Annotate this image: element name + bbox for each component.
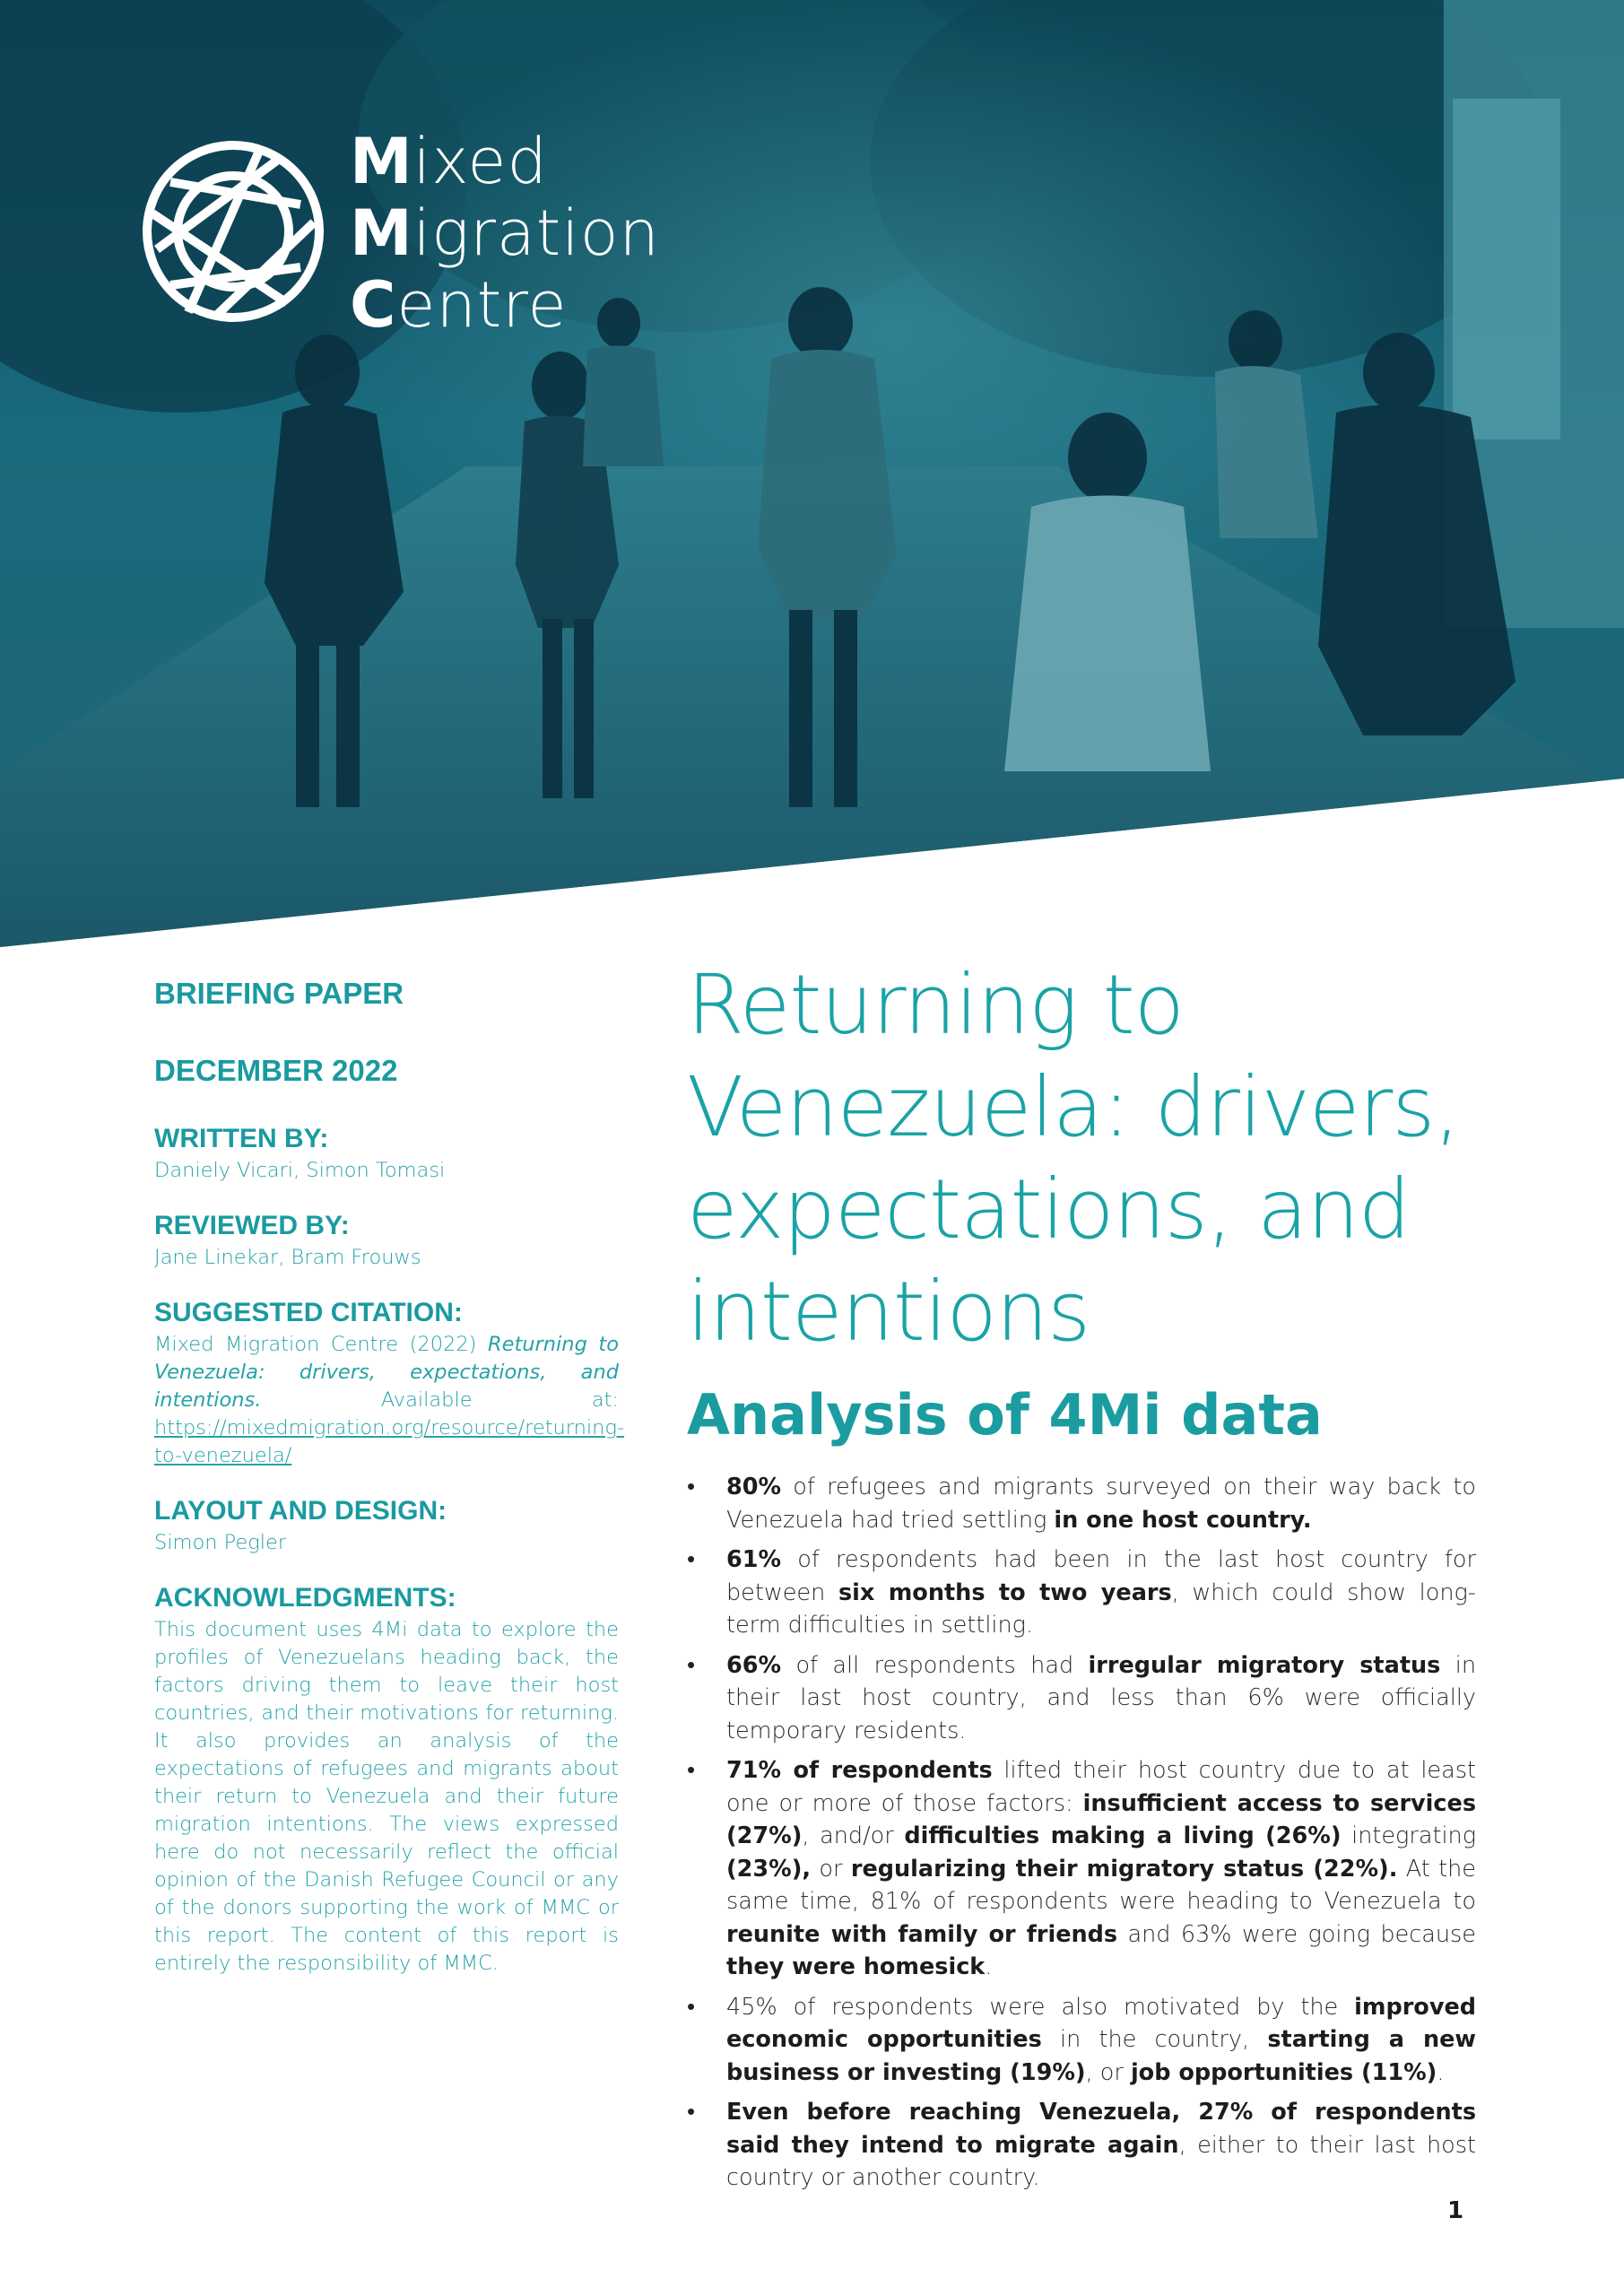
hero-photo — [0, 0, 1624, 951]
mmc-logo — [135, 125, 660, 359]
finding-5: • 45% of respondents were also motivated by the improved economic opportunities in the country, starting a new business or investing (19%), or job opportunities (11%). — [687, 1991, 1476, 2090]
document-title: Returning to Venezuela: drivers, expectations, and intentions — [687, 957, 1460, 1360]
written-by-names: Daniely Vicari, Simon Tomasi — [154, 1159, 446, 1182]
citation-available: Available at: — [261, 1388, 619, 1412]
layout-label: LAYOUT AND DESIGN: — [154, 1496, 447, 1526]
acknowledgments-text: This document uses 4Mi data to explore the profiles of Venezuelans heading back, the factors driving them to leave their host countries, and their motivations for returning. It also provides an analysis of the expectations of refugees and migrants about their return to Venezuela and their future migration intentions. The views expressed here do not necessarily reflect the official opinion of the Danish Refugee Council or any of the donors supporting the work of MMC or this report. The content of this report is entirely the responsibility of MMC. — [154, 1618, 619, 1975]
logo-word-mixed: Mixed — [350, 125, 548, 198]
page-number: 1 — [1447, 2197, 1464, 2224]
citation-title: Returning to Venezuela: drivers, expectations, and intentions. — [154, 1333, 619, 1412]
finding-3: • 66% of all respondents had irregular migratory status in their last host country, and less than 6% were officially temporary residents. — [687, 1649, 1476, 1748]
reviewed-by-label: REVIEWED BY: — [154, 1211, 350, 1240]
logo-word-migration: Migration — [350, 196, 660, 270]
finding-4: • 71% of respondents lifted their host country due to at least one or more of those factors: insufficient access to services (27%), and/or difficulties making a living (26%) integrating (23%), or regularizing their migratory status (22%). At the same time, 81% of respondents were heading to Venezuela to reunite with family or friends and 63% were going because they were homesick. — [687, 1754, 1476, 1984]
mmc-logo-wordmark — [350, 126, 660, 341]
written-by-label: WRITTEN BY: — [154, 1124, 329, 1153]
finding-6: • Even before reaching Venezuela, 27% of respondents said they intend to migrate again, either to their last host country or another country. — [687, 2096, 1476, 2195]
logo-word-centre: Centre — [350, 268, 568, 342]
document-metadata — [154, 976, 625, 2001]
reviewed-by-names: Jane Linekar, Bram Frouws — [154, 1246, 421, 1269]
finding-1: • 80% of refugees and migrants surveyed on their way back to Venezuela had tried settling in one host country. — [687, 1471, 1476, 1536]
main-content — [687, 954, 1476, 2202]
acknowledgments-label: ACKNOWLEDGMENTS: — [154, 1583, 456, 1613]
citation-prefix: Mixed Migration Centre (2022) — [154, 1333, 488, 1356]
key-findings-list — [687, 1471, 1476, 2195]
document-type: BRIEFING PAPER — [154, 977, 404, 1010]
layout-by: Simon Pegler — [154, 1531, 287, 1554]
document-date: DECEMBER 2022 — [154, 1054, 398, 1087]
mmc-logo-icon — [135, 133, 332, 330]
finding-2: • 61% of respondents had been in the last host country for between six months to two years, which could show long-term difficulties in settling. — [687, 1544, 1476, 1642]
document-subtitle: Analysis of 4Mi data — [687, 1382, 1323, 1448]
citation-label: SUGGESTED CITATION: — [154, 1298, 463, 1327]
citation-text — [154, 1331, 625, 1470]
citation-link[interactable]: https://mixedmigration.org/resource/returning-to-venezuela/ — [154, 1416, 625, 1467]
